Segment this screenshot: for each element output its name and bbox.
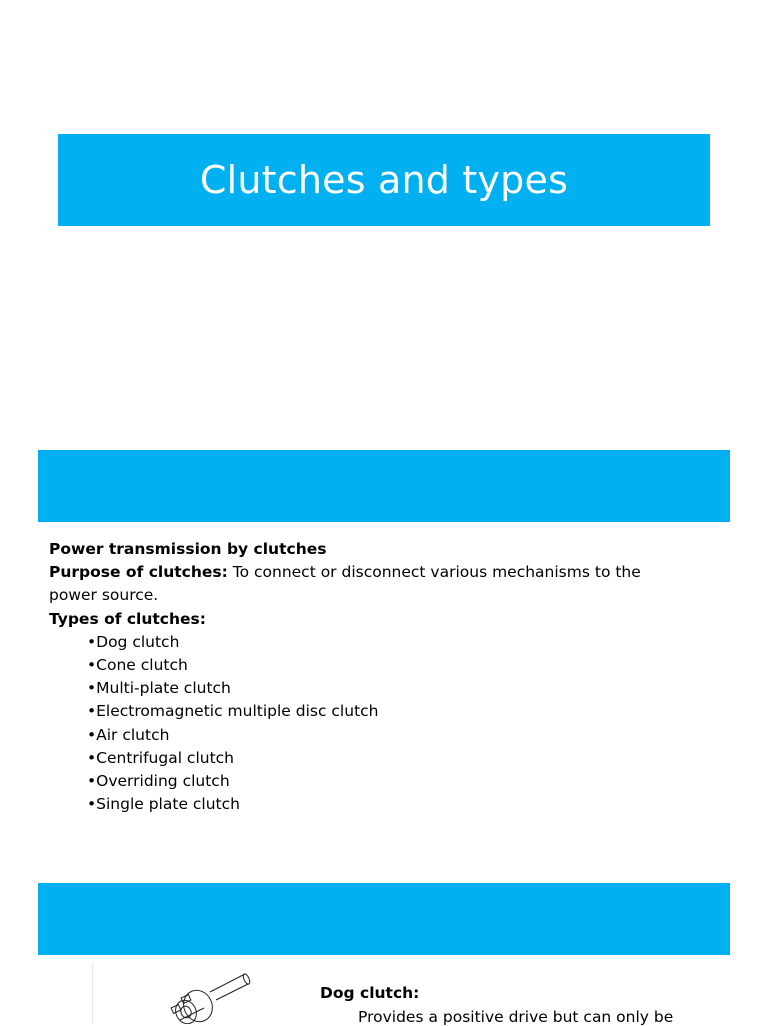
section-header-band bbox=[38, 883, 730, 955]
list-item: •Electromagnetic multiple disc clutch bbox=[87, 702, 379, 721]
list-item: •Air clutch bbox=[87, 725, 170, 744]
clutch-types-content bbox=[49, 538, 649, 816]
dog-clutch-description: Provides a positive drive but can only be bbox=[358, 1008, 674, 1026]
list-item: •Centrifugal clutch bbox=[87, 748, 235, 767]
clutch-types-list bbox=[49, 631, 649, 817]
dog-clutch-title: Dog clutch: bbox=[320, 984, 420, 1002]
divider bbox=[92, 964, 93, 1024]
list-item: •Multi-plate clutch bbox=[87, 679, 231, 698]
types-heading: Types of clutches: bbox=[49, 609, 206, 628]
list-item: •Dog clutch bbox=[87, 632, 180, 651]
list-item: •Overriding clutch bbox=[87, 772, 230, 791]
content-heading: Power transmission by clutches bbox=[49, 540, 327, 558]
dog-clutch-illustration bbox=[160, 968, 260, 1024]
section-header-band bbox=[38, 450, 730, 522]
title-banner bbox=[58, 134, 710, 226]
purpose-paragraph bbox=[49, 561, 649, 607]
purpose-text: To connect or disconnect various mechanisms to the power source. bbox=[49, 563, 641, 605]
page-title: Clutches and types bbox=[199, 158, 569, 202]
list-item: •Cone clutch bbox=[87, 656, 188, 675]
purpose-label: Purpose of clutches: bbox=[49, 563, 228, 582]
list-item: •Single plate clutch bbox=[87, 795, 240, 814]
